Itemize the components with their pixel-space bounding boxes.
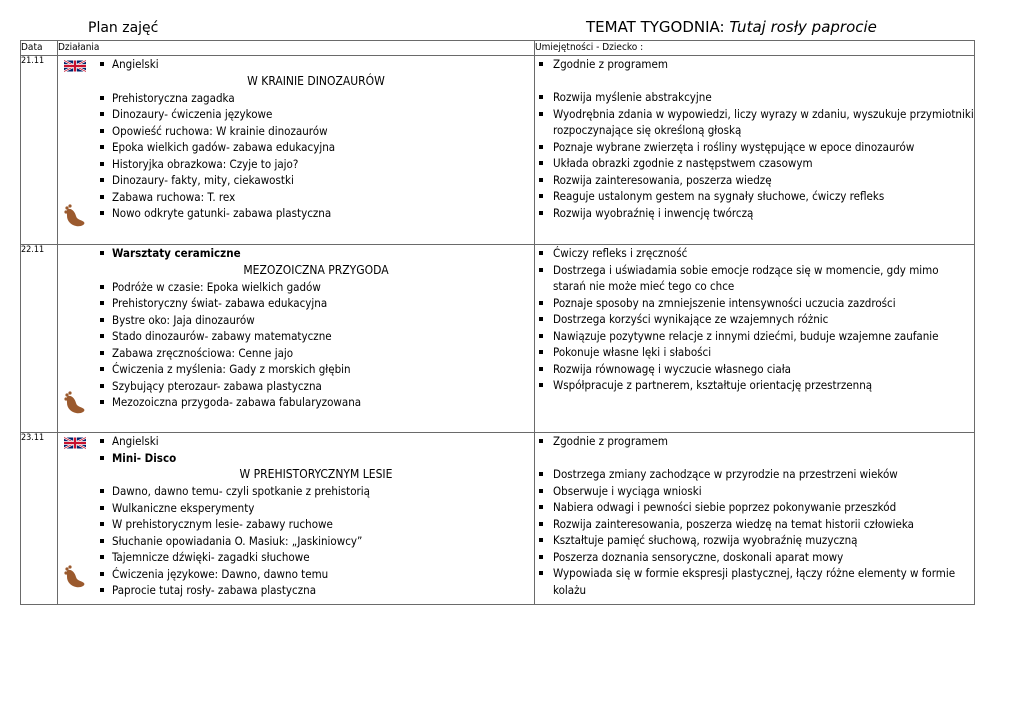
plan-title: Plan zajęć (88, 20, 159, 36)
table-row (21, 433, 975, 605)
activity-item: Prehistoryczny świat- zabawa edukacyjna (98, 295, 534, 312)
skill-item: Zgodnie z programem (535, 433, 974, 450)
skills-cell (535, 245, 975, 433)
skill-item: Dostrzega zmiany zachodzące w przyrodzie na przestrzeni wieków (535, 466, 974, 483)
activity-item: Nowo odkryte gatunki- zabawa plastyczna (98, 205, 534, 222)
activity-item: Bystre oko: Jaja dinozaurów (98, 312, 534, 329)
uk-flag-icon (64, 59, 86, 73)
skill-spacer (535, 73, 974, 90)
skill-item: Obserwuje i wyciąga wnioski (535, 483, 974, 500)
activity-item: Paprocie tutaj rosły- zabawa plastyczna (98, 582, 534, 599)
activity-item: W prehistorycznym lesie- zabawy ruchowe (98, 516, 534, 533)
activity-item: Słuchanie opowiadania O. Masiuk: „Jaskiniowcy” (98, 533, 534, 550)
skill-item: Rozwija myślenie abstrakcyjne (535, 89, 974, 106)
table-row (21, 245, 975, 433)
week-theme-label: TEMAT TYGODNIA: (586, 18, 725, 36)
skill-item: Poszerza doznania sensoryczne, doskonali aparat mowy (535, 549, 974, 566)
skills-cell (535, 433, 975, 605)
day-date: 21.11 (21, 56, 58, 245)
footprint-icon (62, 565, 88, 589)
skill-item: Rozwija wyobraźnię i inwencję twórczą (535, 205, 974, 222)
activity-item: Ćwiczenia językowe: Dawno, dawno temu (98, 566, 534, 583)
activity-item: Historyjka obrazkowa: Czyje to jajo? (98, 156, 534, 173)
skill-item: Współpracuje z partnerem, kształtuje orientację przestrzenną (535, 377, 974, 394)
skill-item: Nawiązuje pozytywne relacje z innymi dziećmi, buduje wzajemne zaufanie (535, 328, 974, 345)
activity-item: Zabawa ruchowa: T. rex (98, 189, 534, 206)
skill-item: Poznaje sposoby na zmniejszenie intensywności uczucia zazdrości (535, 295, 974, 312)
activity-item: Wulkaniczne eksperymenty (98, 500, 534, 517)
activity-item: Opowieść ruchowa: W krainie dinozaurów (98, 123, 534, 140)
day-date: 23.11 (21, 433, 58, 605)
day-date: 22.11 (21, 245, 58, 433)
skill-item: Rozwija zainteresowania, poszerza wiedzę (535, 172, 974, 189)
week-theme-topic: Tutaj rosły paprocie (729, 18, 877, 36)
activity-item: Szybujący pterozaur- zabawa plastyczna (98, 378, 534, 395)
skill-item: Dostrzega i uświadamia sobie emocje rodzące się w momencie, gdy mimo starań nie może mieć tego co chce (535, 262, 974, 295)
activities-cell (58, 56, 535, 245)
activities-cell (58, 433, 535, 605)
uk-flag-icon (64, 436, 86, 450)
activity-item: Epoka wielkich gadów- zabawa edukacyjna (98, 139, 534, 156)
table-row (21, 56, 975, 245)
skill-item: Rozwija zainteresowania, poszerza wiedzę na temat historii człowieka (535, 516, 974, 533)
activity-item: Warsztaty ceramiczne (98, 245, 534, 262)
activity-item: Dinozaury- fakty, mity, ciekawostki (98, 172, 534, 189)
activity-item: Stado dinozaurów- zabawy matematyczne (98, 328, 534, 345)
activity-item: Prehistoryczna zagadka (98, 90, 534, 107)
activity-item: Zabawa zręcznościowa: Cenne jajo (98, 345, 534, 362)
skill-item: Reaguje ustalonym gestem na sygnały słuchowe, ćwiczy refleks (535, 188, 974, 205)
skill-item: Nabiera odwagi i pewności siebie poprzez pokonywanie przeszkód (535, 499, 974, 516)
skill-item: Układa obrazki zgodnie z następstwem czasowym (535, 155, 974, 172)
activity-item: Podróże w czasie: Epoka wielkich gadów (98, 279, 534, 296)
activity-item: Ćwiczenia z myślenia: Gady z morskich głębin (98, 361, 534, 378)
week-theme (586, 18, 877, 36)
skill-item: Kształtuje pamięć słuchową, rozwija wyobraźnię muzyczną (535, 532, 974, 549)
column-header-activities: Działania (58, 41, 535, 56)
skill-spacer (535, 450, 974, 467)
day-theme-heading: W PREHISTORYCZNYM LESIE (239, 467, 393, 481)
skill-item: Wyodrębnia zdania w wypowiedzi, liczy wyrazy w zdaniu, wyszukuje przymiotniki rozpoczynające się określoną głoską (535, 106, 974, 139)
column-header-date: Data (21, 41, 58, 56)
activity-item: Dinozaury- ćwiczenia językowe (98, 106, 534, 123)
skill-item: Dostrzega korzyści wynikające ze wzajemnych różnic (535, 311, 974, 328)
table-header-row (21, 41, 975, 56)
day-theme-heading: W KRAINIE DINOZAURÓW (247, 73, 385, 88)
skill-item: Poznaje wybrane zwierzęta i rośliny występujące w epoce dinozaurów (535, 139, 974, 156)
column-header-skills: Umiejętności - Dziecko : (535, 41, 975, 56)
activity-item: Angielski (98, 56, 534, 73)
plan-table (20, 40, 975, 605)
skill-item: Pokonuje własne lęki i słabości (535, 344, 974, 361)
activity-item: Tajemnicze dźwięki- zagadki słuchowe (98, 549, 534, 566)
activity-item: Angielski (98, 433, 534, 450)
activity-item: Dawno, dawno temu- czyli spotkanie z prehistorią (98, 483, 534, 500)
footprint-icon (62, 391, 88, 415)
skill-item: Ćwiczy refleks i zręczność (535, 245, 974, 262)
skills-cell (535, 56, 975, 245)
activity-item: Mini- Disco (98, 450, 534, 467)
skill-item: Zgodnie z programem (535, 56, 974, 73)
skill-item: Wypowiada się w formie ekspresji plastycznej, łączy różne elementy w formie kolażu (535, 565, 974, 598)
activities-cell (58, 245, 535, 433)
skill-item: Rozwija równowagę i wyczucie własnego ciała (535, 361, 974, 378)
footprint-icon (62, 204, 88, 228)
day-theme-heading: MEZOZOICZNA PRZYGODA (243, 262, 389, 277)
activity-item: Mezozoiczna przygoda- zabawa fabularyzowana (98, 394, 534, 411)
